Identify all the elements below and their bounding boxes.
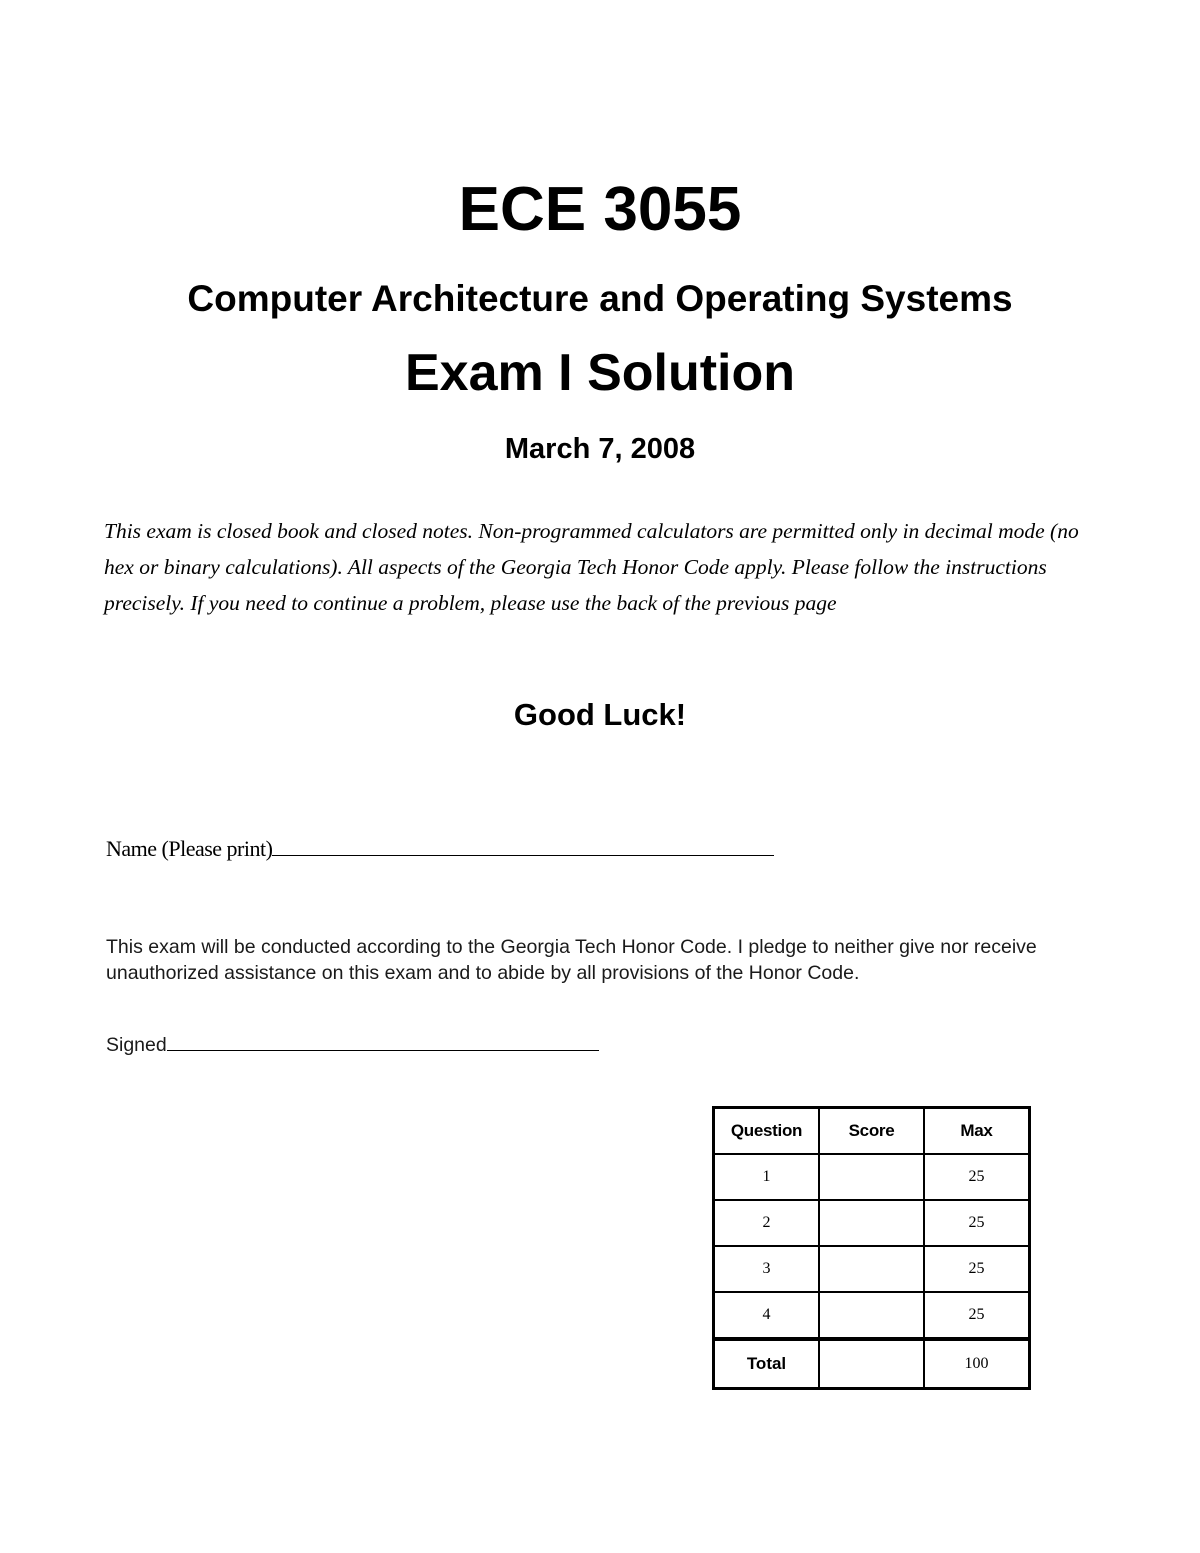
exam-title: Exam I Solution — [404, 344, 796, 402]
column-header-max: Max — [924, 1108, 1030, 1155]
course-name: Computer Architecture and Operating Systems — [187, 278, 1013, 319]
column-header-score: Score — [819, 1108, 924, 1155]
score-cell[interactable] — [819, 1292, 924, 1339]
name-field — [106, 834, 774, 864]
signature-field — [106, 1030, 599, 1058]
total-label: Total — [714, 1339, 820, 1389]
table-row — [714, 1154, 1030, 1200]
table-row — [714, 1200, 1030, 1246]
question-number: 1 — [714, 1154, 820, 1200]
max-points: 25 — [924, 1154, 1030, 1200]
name-field-label: Name (Please print) — [106, 836, 273, 861]
score-cell[interactable] — [819, 1154, 924, 1200]
table-row — [714, 1246, 1030, 1292]
signature-blank[interactable] — [167, 1030, 599, 1051]
exam-date: March 7, 2008 — [504, 433, 696, 465]
honor-pledge: This exam will be conducted according to the Georgia Tech Honor Code. I pledge to neither give nor receive unauthorized assistance on this exam and to abide by all provisions of the Honor Code. — [106, 936, 1037, 984]
question-number: 2 — [714, 1200, 820, 1246]
max-points: 25 — [924, 1292, 1030, 1339]
name-blank[interactable] — [272, 835, 774, 856]
course-code: ECE 3055 — [458, 175, 742, 244]
score-table-header-row — [714, 1108, 1030, 1155]
total-max-points: 100 — [924, 1339, 1030, 1389]
signature-field-label: Signed — [106, 1034, 167, 1056]
question-number: 4 — [714, 1292, 820, 1339]
question-number: 3 — [714, 1246, 820, 1292]
column-header-question: Question — [714, 1108, 820, 1155]
total-row — [714, 1339, 1030, 1389]
total-score-cell[interactable] — [819, 1339, 924, 1389]
score-cell[interactable] — [819, 1246, 924, 1292]
score-cell[interactable] — [819, 1200, 924, 1246]
table-row — [714, 1292, 1030, 1339]
score-table — [712, 1106, 1031, 1390]
exam-instructions: This exam is closed book and closed notes. Non-programmed calculators are permitted only in decimal mode (no hex or binary calculations). All aspects of the Georgia Tech Honor Code apply. Please follow the instructions precisely. If you need to continue a problem, please use the back of the previous page — [104, 519, 1079, 615]
good-luck-message: Good Luck! — [513, 697, 687, 732]
max-points: 25 — [924, 1246, 1030, 1292]
max-points: 25 — [924, 1200, 1030, 1246]
